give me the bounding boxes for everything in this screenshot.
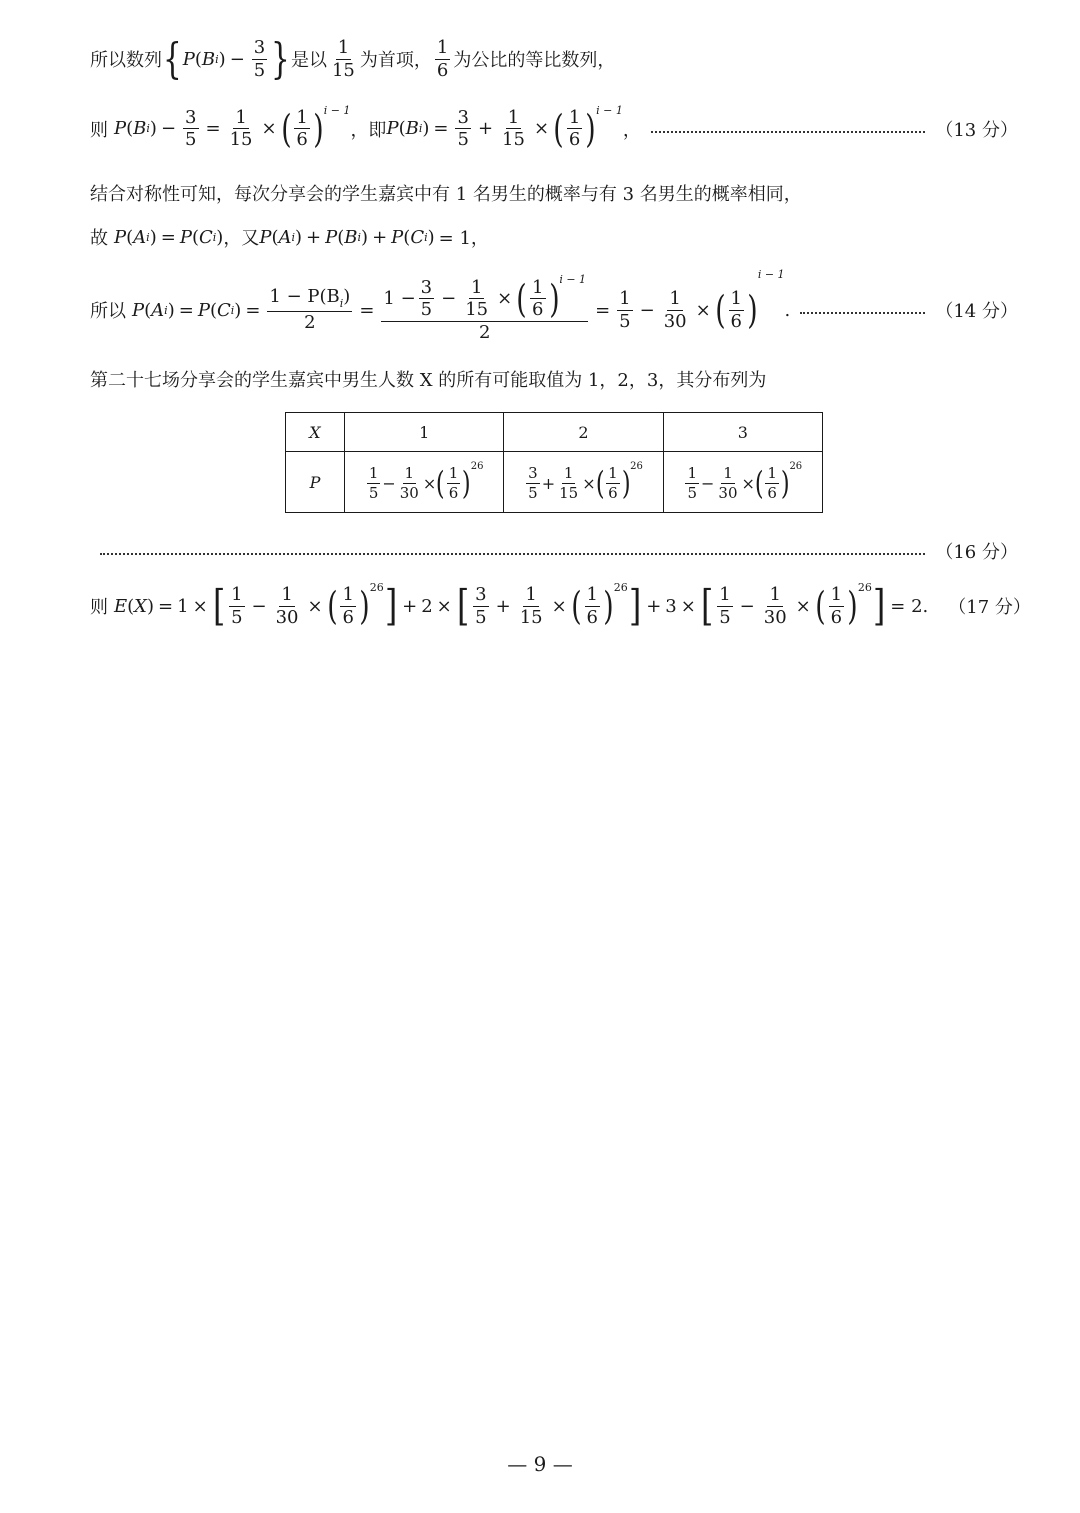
line-8: 则 E ( X ) = 1 × [ $\frac{1}{5}$ − $\frac{1}{30}$ × ( $\frac{1}{6}$ ) 26 ] + 2 × [ $\frac{3}{5}$ + $\frac{1}{15}$ × ( $\frac{1}{6}$ ) 26 ] + 3 × [ $\frac{1}{5}$ − $\frac{1}{30}$ × ( $\frac{1}{6}$ ) 26 ] = 2. （17 分）	[90, 581, 1031, 630]
dotted-leader	[651, 131, 925, 133]
score-17: （17 分）	[948, 597, 1031, 618]
fraction: $\frac{1}{15}$	[502, 107, 525, 151]
fraction: $\frac{1}{5}$	[619, 288, 631, 332]
fraction: $\frac{1}{6}$	[436, 37, 449, 81]
fraction: $\frac{1}{6}$	[568, 107, 581, 151]
line-1-prefix: 所以数列	[90, 50, 162, 71]
table-cell: 2	[504, 413, 663, 452]
table-row	[286, 452, 823, 513]
fraction: $\frac{3}{5}$	[185, 107, 197, 151]
score-14: （14 分）	[935, 301, 1018, 322]
table-cell: 3	[663, 413, 822, 452]
table-cell: $\frac{1}{5}$ − $\frac{1}{30}$ × ( $\frac{1}{6}$ ) 26	[663, 452, 822, 513]
fraction: $\frac{1}{15}$	[229, 107, 253, 151]
dotted-leader	[800, 312, 925, 314]
right-brace: }	[271, 34, 290, 83]
big-fraction: 1 − $\frac{3}{5}$ − $\frac{1}{15}$ × ( $\frac{1}{6}$ ) i − 1 2	[383, 272, 587, 343]
line-6: 第二十七场分享会的学生嘉宾中男生人数 X 的所有可能取值为 1，2，3，其分布列为	[90, 370, 767, 391]
table-cell: $\frac{3}{5}$ + $\frac{1}{15}$ × ( $\frac{1}{6}$ ) 26	[504, 452, 663, 513]
table-header-x: X	[286, 413, 345, 452]
left-brace: {	[163, 34, 182, 83]
fraction: $\frac{1 - P(B_i)}{2}$	[269, 286, 351, 334]
line-3: 结合对称性可知，每次分享会的学生嘉宾中有 1 名男生的概率与有 3 名男生的概率相同，	[90, 184, 802, 205]
line-7	[100, 538, 1018, 564]
fraction: $\frac{1}{6}$	[296, 107, 308, 151]
line-5: 所以 P ( A i ) = P ( C i ) = $\frac{1 - P(B_i)}{2}$ = 1 − $\frac{3}{5}$ − $\frac{1}{15}$ × ( $\frac{1}{6}$ ) i − 1 2 = $\frac{1}{5}$ − $\frac{1}{30}$ × ( $\frac{1}{6}$ ) i − 1 . （14 分）	[90, 268, 1018, 343]
table-header-p: P	[286, 452, 345, 513]
fraction: $\frac{1}{15}$	[331, 37, 355, 81]
fraction: $\frac{3}{5}$	[457, 107, 469, 151]
page-number: — 9 —	[507, 1452, 573, 1476]
line-1: 所以数列 { P ( B i ) − $\frac{3}{5}$ } 是以 $\frac{1}{15}$ 为首项， $\frac{1}{6}$ 为公比的等比数列，	[90, 34, 616, 83]
score-13: （13 分）	[935, 119, 1018, 141]
fraction: $\frac{3}{5}$	[253, 37, 266, 81]
line-4: 故 P ( A i ) = P ( C i ) ，又 P ( A i ) + P ( B i ) + P ( C i ) = 1，	[90, 226, 489, 249]
dotted-leader	[100, 553, 925, 555]
table-row	[286, 413, 823, 452]
table-cell: $\frac{1}{5}$ − $\frac{1}{30}$ × ( $\frac{1}{6}$ ) 26	[345, 452, 504, 513]
score-16: （16 分）	[935, 542, 1018, 563]
exponent: i − 1	[323, 104, 351, 117]
distribution-table	[285, 412, 823, 513]
line-2: 则 P ( B i ) − $\frac{3}{5}$ = $\frac{1}{15}$ × ( $\frac{1}{6}$ ) i − 1 ，即 P ( B i ) = $\frac{3}{5}$ + $\frac{1}{15}$ × ( $\frac{1}{6}$ ) i − 1 ， （13 分）	[90, 104, 1018, 151]
fraction: $\frac{1}{30}$	[663, 288, 687, 332]
table-cell: 1	[345, 413, 504, 452]
